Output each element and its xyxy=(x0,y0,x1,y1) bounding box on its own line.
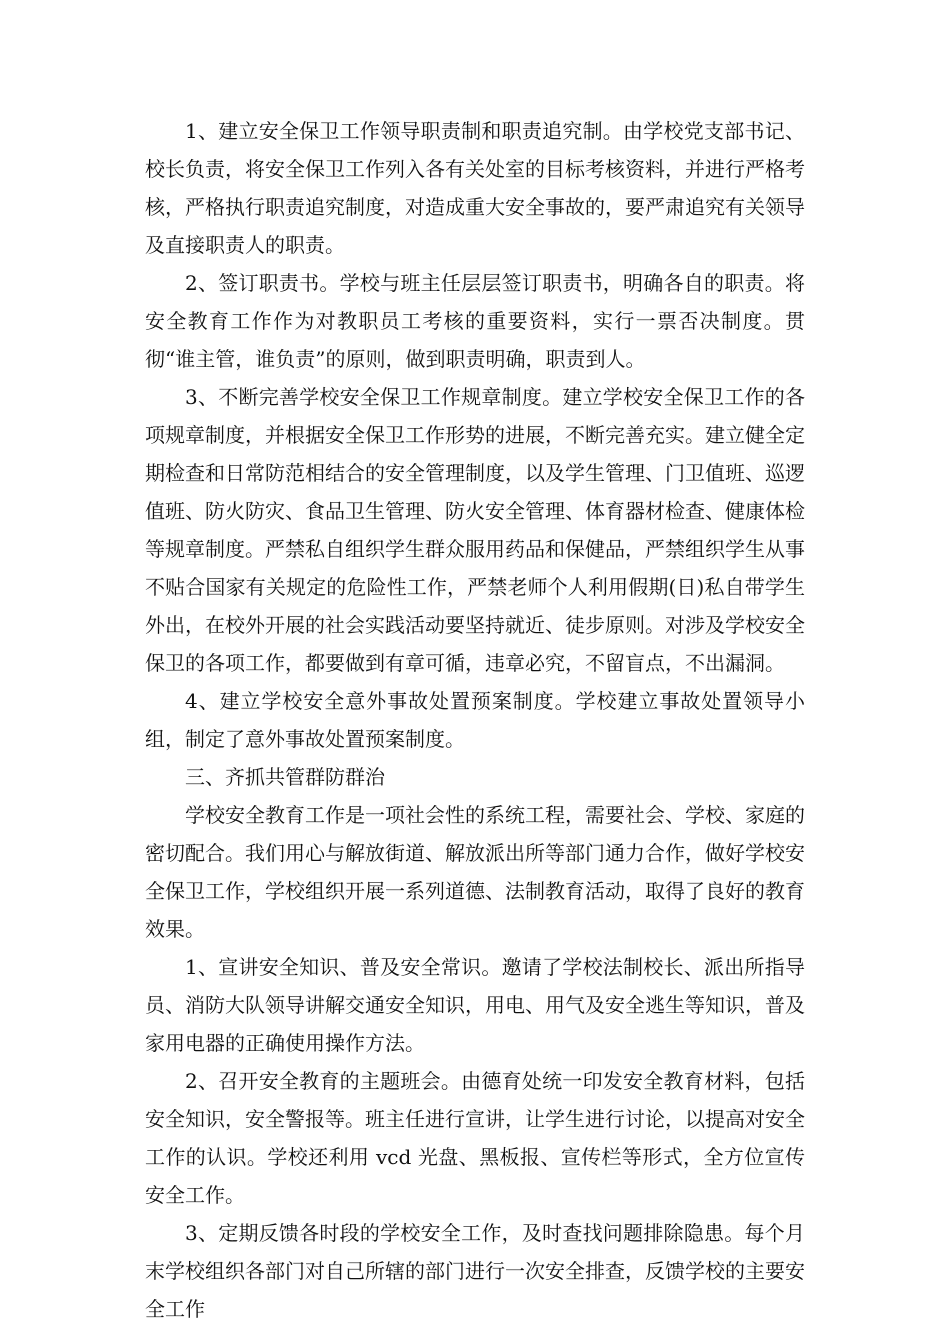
paragraph-class-meeting: 2、召开安全教育的主题班会。由德育处统一印发安全教育材料，包括安全知识，安全警报等。班主任进行宣讲，让学生进行讨论，以提高对安全工作的认识。学校还利用 vcd 光盘、黑板报、宣传栏等形式，全方位宣传安全工作。 xyxy=(145,1069,805,1207)
paragraph-emergency-plan: 4、建立学校安全意外事故处置预案制度。学校建立事故处置领导小组，制定了意外事故处置预案制度。 xyxy=(145,689,805,751)
paragraph-safety-knowledge: 1、宣讲安全知识、普及安全常识。邀请了学校法制校长、派出所指导员、消防大队领导讲解交通安全知识，用电、用气及安全逃生等知识，普及家用电器的正确使用操作方法。 xyxy=(145,955,805,1055)
section-heading-joint-management: 三、齐抓共管群防群治 xyxy=(185,765,385,789)
paragraph-responsibility-letter: 2、签订职责书。学校与班主任层层签订职责书，明确各自的职责。将安全教育工作作为对教职员工考核的重要资料，实行一票否决制度。贯彻“谁主管，谁负责”的原则，做到职责明确，职责到人。 xyxy=(145,271,805,371)
paragraph-rules-regulations: 3、不断完善学校安全保卫工作规章制度。建立学校安全保卫工作的各项规章制度，并根据安全保卫工作形势的进展，不断完善充实。建立健全定期检查和日常防范相结合的安全管理制度，以及学生管理、门卫值班、巡逻值班、防火防灾、食品卫生管理、防火安全管理、体育器材检查、健康体检等规章制度。严禁私自组织学生群众服用药品和保健品，严禁组织学生从事不贴合国家有关规定的危险性工作，严禁老师个人利用假期(日)私自带学生外出，在校外开展的社会实践活动要坚持就近、徒步原则。对涉及学校安全保卫的各项工作，都要做到有章可循，违章必究，不留盲点，不出漏洞。 xyxy=(145,385,805,675)
paragraph-responsibility-system: 1、建立安全保卫工作领导职责制和职责追究制。由学校党支部书记、校长负责，将安全保卫工作列入各有关处室的目标考核资料，并进行严格考核，严格执行职责追究制度，对造成重大安全事故的，要严肃追究有关领导及直接职责人的职责。 xyxy=(145,119,805,257)
document-body xyxy=(145,112,805,1328)
paragraph-social-cooperation: 学校安全教育工作是一项社会性的系统工程，需要社会、学校、家庭的密切配合。我们用心与解放街道、解放派出所等部门通力合作，做好学校安全保卫工作，学校组织开展一系列道德、法制教育活动，取得了良好的教育效果。 xyxy=(145,803,805,941)
paragraph-periodic-feedback: 3、定期反馈各时段的学校安全工作，及时查找问题排除隐患。每个月末学校组织各部门对自己所辖的部门进行一次安全排查，反馈学校的主要安全工作 xyxy=(145,1221,805,1321)
